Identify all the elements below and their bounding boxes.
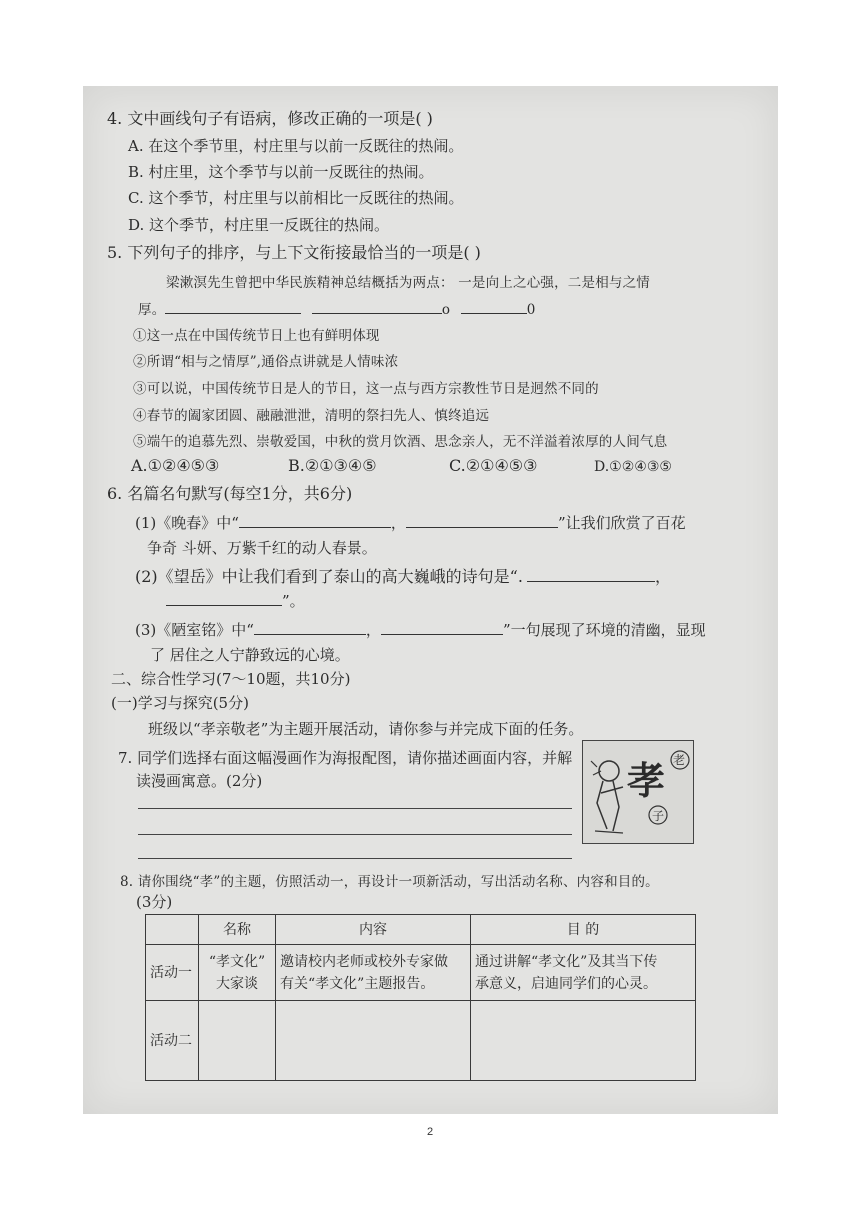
row1-content-line1: 邀请校内老师或校外专家做 [280,953,448,970]
q6-item2-blank-2[interactable] [166,591,282,606]
row1-label: 活动一 [146,945,199,1001]
cartoon-main-char: 孝 [627,758,666,803]
row1-name-line2: 大家谈 [216,975,258,992]
q5-sentence-4: ④春节的阖家团圆、融融泄泄，清明的祭扫先人、慎终追远 [133,408,490,424]
q6-item3-comma: ， [365,621,381,639]
q6-item1-comma: ， [390,514,406,532]
q5-blank-3[interactable] [461,299,527,314]
q6-item3-line2: 了 居住之人宁静致远的心境。 [150,646,350,664]
q5-sentence-1: ①这一点在中国传统节日上也有鲜明体现 [133,328,380,344]
q7-answer-line-2[interactable] [138,834,572,835]
row1-content-line2: 有关“孝文化”主题报告。 [280,975,435,992]
q5-choice-d[interactable]: D.①②④③⑤ [594,459,672,475]
row1-purpose-line1: 通过讲解“孝文化”及其当下传 [475,953,658,970]
row1-name-line1: “孝文化” [208,953,266,970]
q5-passage-prefix: 厚。 [138,302,166,318]
row2-purpose-cell[interactable] [471,1001,696,1081]
q6-item3 [135,620,706,640]
table-row [146,945,696,1001]
cartoon-top-char: 老 [673,753,686,767]
q6-item2-line2 [166,591,305,611]
q4-option-c: C. 这个季节，村庄里与以前相比一反既往的热闹。 [128,189,464,207]
section2-subtitle: (一)学习与探究(5分) [111,694,249,712]
q6-item3-blank-2[interactable] [381,620,503,635]
table-header-empty [146,915,199,945]
q7-line1: 7. 同学们选择右面这幅漫画作为海报配图，请你描述画面内容，并解 [118,749,573,767]
q5-choice-c[interactable]: C.②①④⑤③ [449,456,538,475]
q5-blank-2[interactable] [312,299,442,314]
q5-blank-1[interactable] [165,299,301,314]
table-header-content: 内容 [276,915,471,945]
q6-item1-prefix: (1)《晚春》中“ [135,514,239,532]
activity-table [145,914,696,1081]
section2-title: 二、综合性学习(7～10题，共10分) [111,670,351,688]
q7-answer-line-3[interactable] [138,858,572,859]
q6-item3-prefix: (3)《陋室铭》中“ [135,621,254,639]
q5-passage-line2 [138,299,536,320]
q5-passage-end: 0 [526,302,536,318]
q6-item1-blank-1[interactable] [239,513,391,528]
q6-item3-suffix: ”一句展现了环境的清幽，显现 [502,621,706,639]
row2-label: 活动二 [146,1001,199,1081]
q5-sentence-5: ⑤端午的追慕先烈、崇敬爱国，中秋的赏月饮酒、思念亲人，无不洋溢着浓厚的人间气息 [133,434,668,450]
q4-stem: 4. 文中画线句子有语病，修改正确的一项是( ) [107,109,433,128]
q7-line2: 读漫画寓意。(2分) [136,772,263,790]
row1-name [199,945,276,1001]
q6-item1-suffix: ”让我们欣赏了百花 [557,514,686,532]
q6-item3-blank-1[interactable] [254,620,366,635]
section2-intro: 班级以“孝亲敬老”为主题开展活动，请你参与并完成下面的任务。 [148,720,584,738]
q6-item2-comma: ， [654,567,671,586]
q4-option-a: A. 在这个季节里，村庄里与以前一反既往的热闹。 [128,137,464,155]
q6-item2 [135,567,671,587]
q5-passage-line1: 梁漱溟先生曾把中华民族精神总结概括为两点： 一是向上之心强，二是相与之情 [166,275,650,291]
q5-sentence-2: ②所谓“相与之情厚”,通俗点讲就是人情味浓 [133,354,399,370]
q5-choice-a[interactable]: A.①②④⑤③ [131,456,220,475]
table-row [146,1001,696,1081]
row2-content-cell[interactable] [276,1001,471,1081]
row1-purpose [471,945,696,1001]
q6-item2-prefix: (2)《望岳》中让我们看到了泰山的高大巍峨的诗句是“. [135,567,523,586]
q6-item1-blank-2[interactable] [406,513,558,528]
q6-item2-blank-1[interactable] [527,567,655,582]
q5-choice-b[interactable]: B.②①③④⑤ [288,456,377,475]
cartoon-bottom-char: 子 [652,809,665,823]
q8-line2: (3分) [136,893,173,911]
q8-line1: 8. 请你围绕“孝”的主题，仿照活动一，再设计一项新活动，写出活动名称、内容和目的。 [120,874,659,890]
row1-content [276,945,471,1001]
q4-option-d: D. 这个季节，村庄里一反既往的热闹。 [128,216,390,234]
q4-option-b: B. 村庄里，这个季节与以前一反既往的热闹。 [128,163,434,181]
table-header-purpose: 目 的 [471,915,696,945]
q5-stem: 5. 下列句子的排序，与上下文衔接最恰当的一项是( ) [107,243,481,262]
q6-item1 [135,513,686,533]
q5-passage-mid: o [441,302,451,318]
q5-sentence-3: ③可以说，中国传统节日是人的节日，这一点与西方宗教性节日是迥然不同的 [133,381,599,397]
table-header-row [146,915,696,945]
q7-answer-line-1[interactable] [138,808,572,809]
row1-purpose-line2: 承意义，启迪同学们的心灵。 [475,975,657,992]
cartoon-image [582,740,694,844]
page-number: 2 [426,1126,434,1138]
table-header-name: 名称 [199,915,276,945]
q6-stem: 6. 名篇名句默写(每空1分，共6分) [107,484,353,503]
q6-item1-line2: 争奇 斗妍、万紫千红的动人春景。 [147,539,377,557]
row2-name-cell[interactable] [199,1001,276,1081]
q6-item2-end: ”。 [282,592,305,610]
